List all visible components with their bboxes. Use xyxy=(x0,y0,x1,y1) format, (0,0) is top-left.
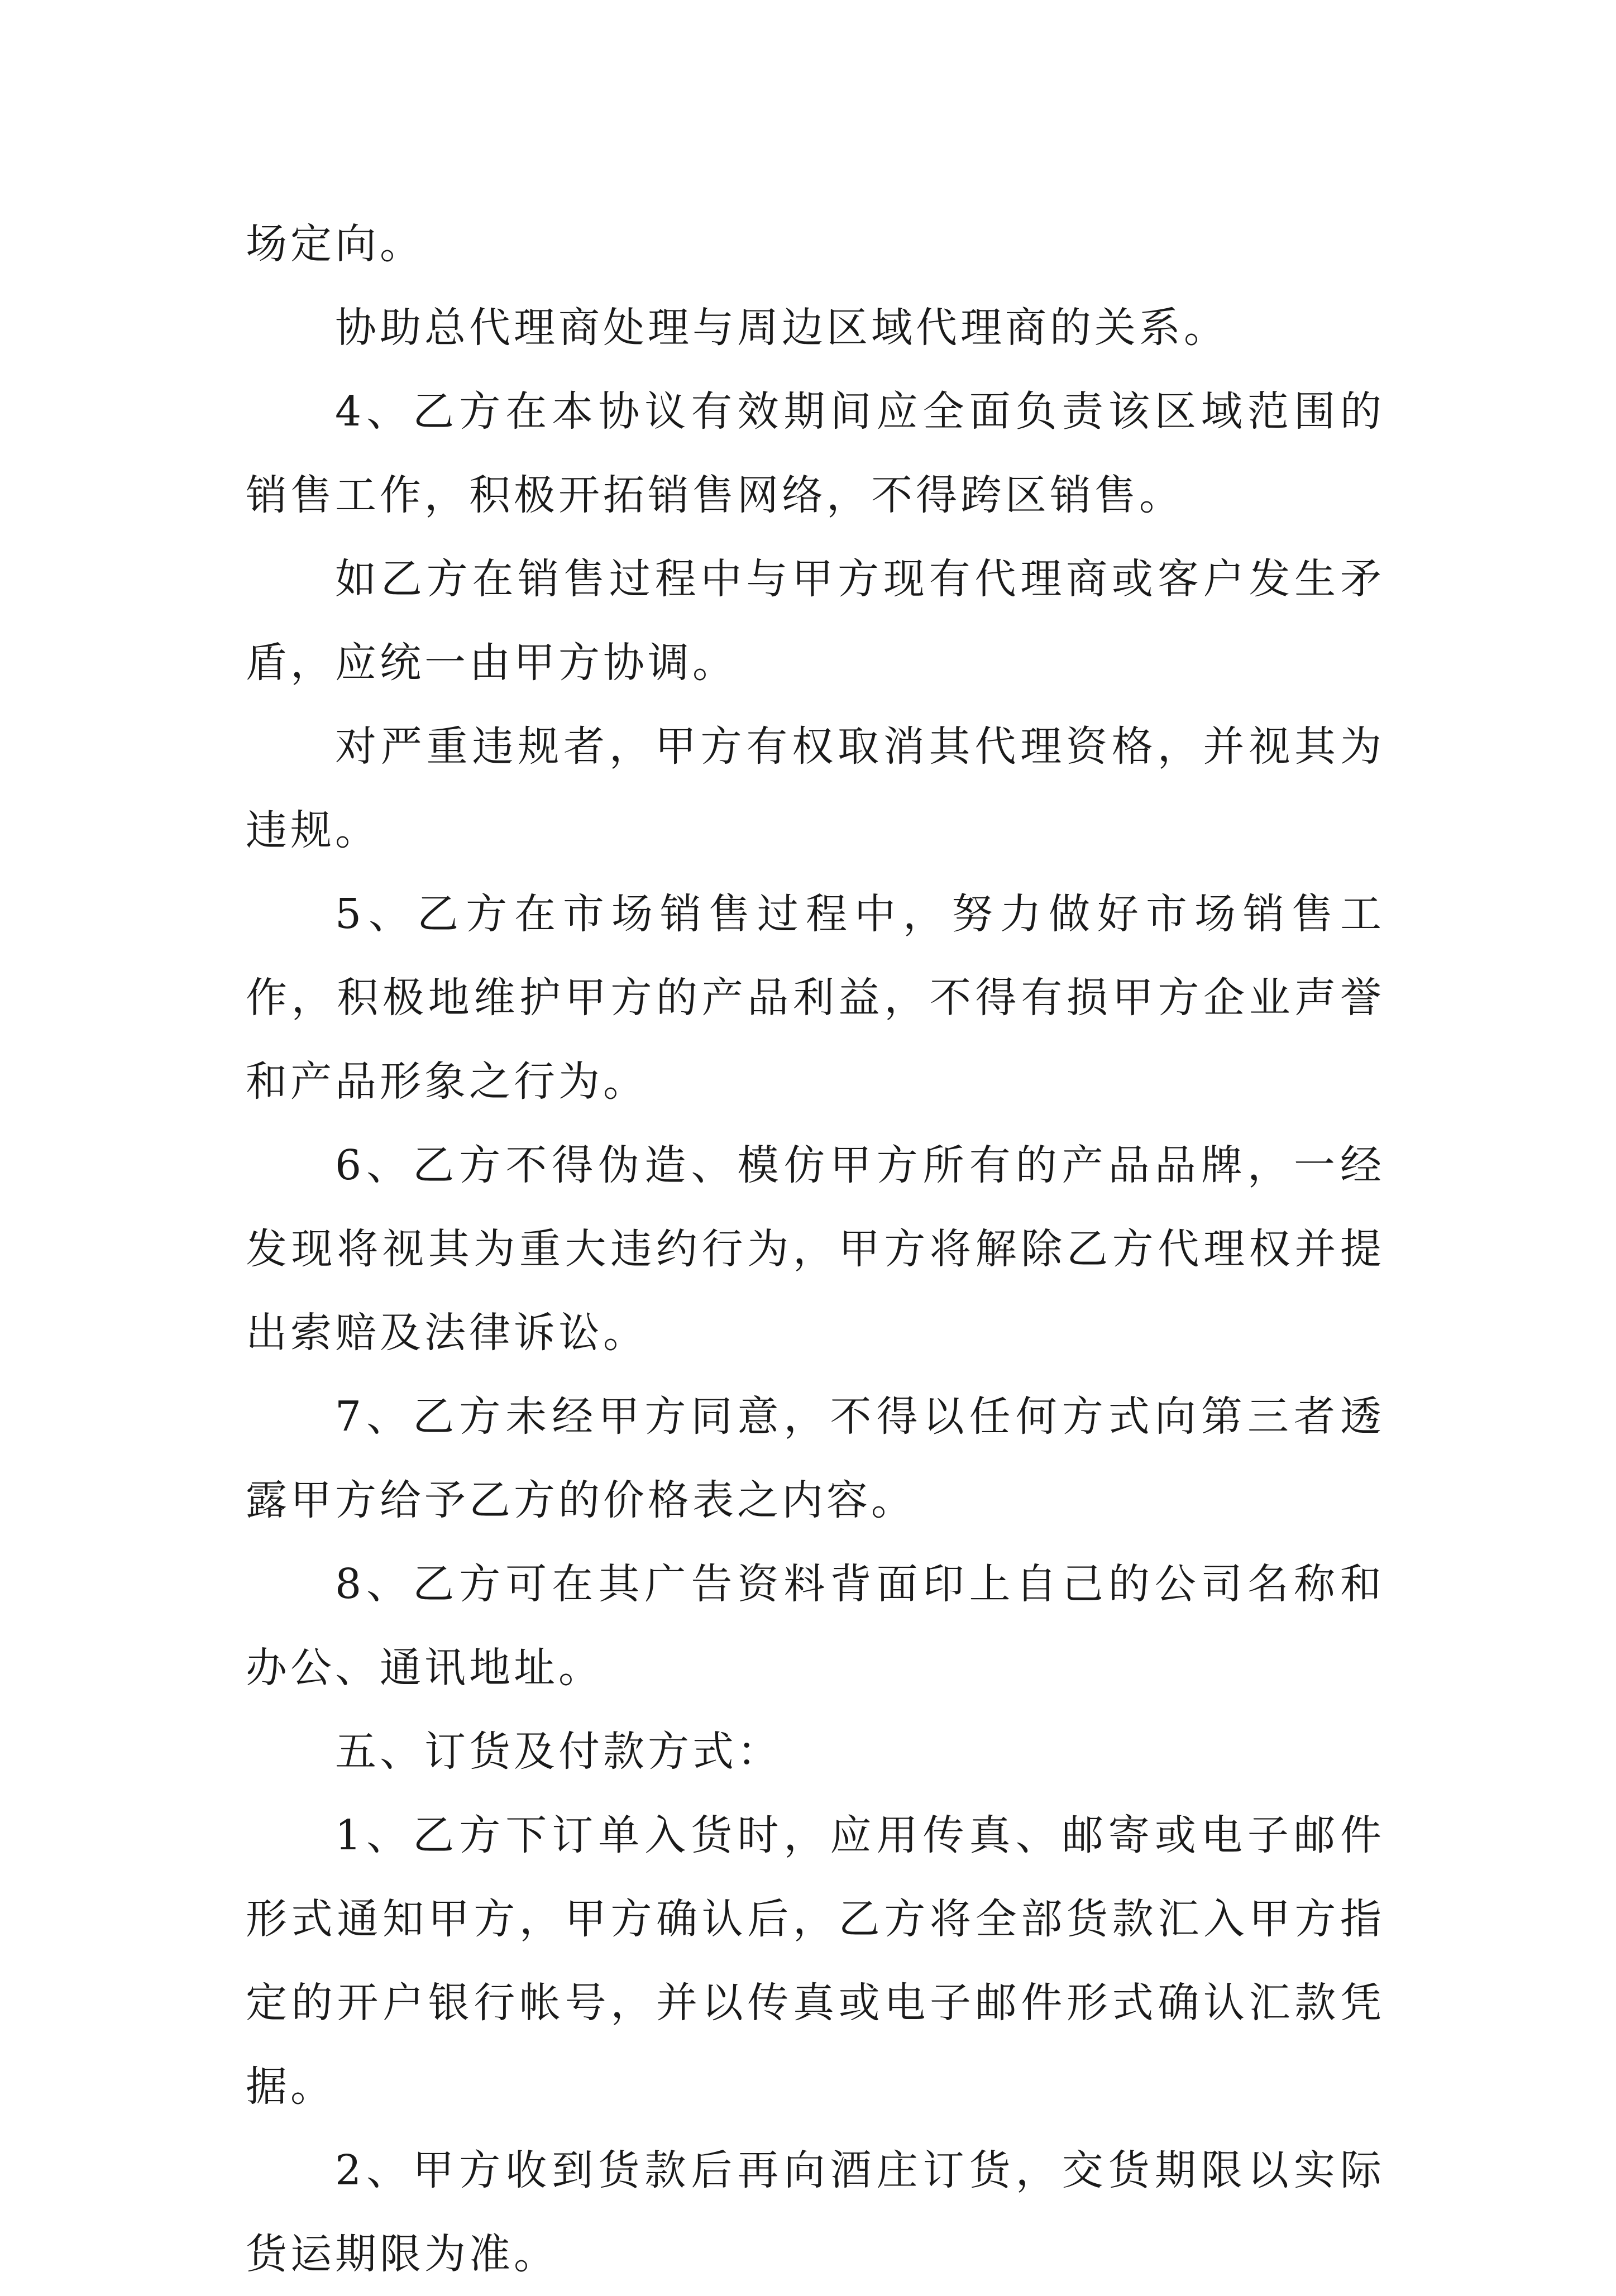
paragraph-continuation: 场定向。 xyxy=(246,220,424,268)
paragraph: 如乙方在销售过程中与甲方现有代理商或客户发生矛盾，应统一由甲方协调。 xyxy=(246,555,1385,687)
paragraph-clause-7: 7、乙方未经甲方同意，不得以任何方式向第三者透露甲方给予乙方的价格表之内容。 xyxy=(246,1393,1385,1524)
paragraph-clause-5: 5、乙方在市场销售过程中，努力做好市场销售工作，积极地维护甲方的产品利益，不得有损甲方企业声誉和产品形象之行为。 xyxy=(246,890,1385,1106)
paragraph-item-2: 2、甲方收到货款后再向酒庄订货，交货期限以实际货运期限为准。 xyxy=(246,2146,1385,2278)
section-heading: 五、订货及付款方式： xyxy=(335,1728,782,1776)
paragraph-clause-4: 4、乙方在本协议有效期间应全面负责该区域范围的销售工作，积极开拓销售网络，不得跨区销售。 xyxy=(246,388,1385,519)
paragraph: 对严重违规者，甲方有权取消其代理资格，并视其为违规。 xyxy=(246,723,1385,854)
paragraph: 协助总代理商处理与周边区域代理商的关系。 xyxy=(335,304,1228,352)
paragraph-item-1: 1、乙方下订单入货时，应用传真、邮寄或电子邮件形式通知甲方，甲方确认后，乙方将全部货款汇入甲方指定的开户银行帐号，并以传真或电子邮件形式确认汇款凭据。 xyxy=(246,1811,1385,2111)
document-body xyxy=(246,202,1385,2296)
paragraph-clause-6: 6、乙方不得伪造、模仿甲方所有的产品品牌，一经发现将视其为重大违约行为，甲方将解除乙方代理权并提出索赔及法律诉讼。 xyxy=(246,1141,1385,1357)
paragraph-clause-8: 8、乙方可在其广告资料背面印上自己的公司名称和办公、通讯地址。 xyxy=(246,1560,1385,1692)
